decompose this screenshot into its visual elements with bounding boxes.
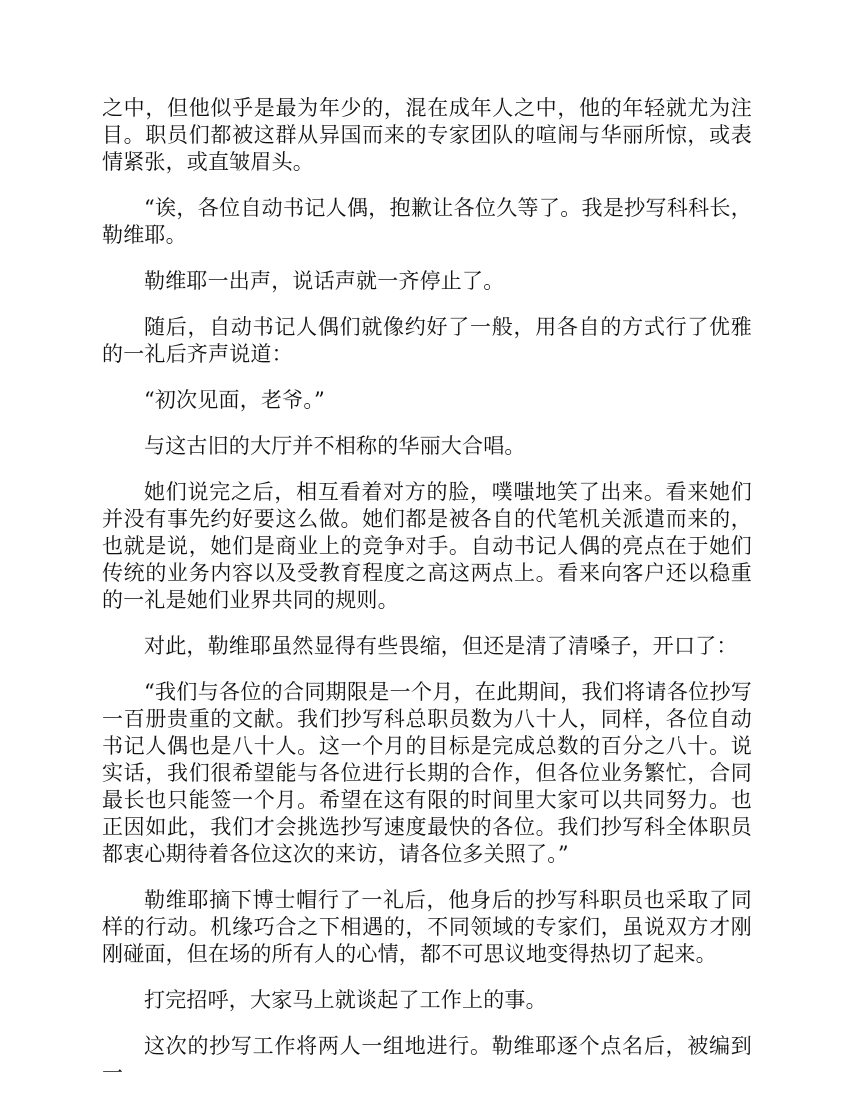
paragraph: 随后，自动书记人偶们就像约好了一般，用各自的方式行了优雅的一礼后齐声说道： bbox=[102, 315, 752, 366]
document-page bbox=[102, 95, 752, 1106]
paragraph: 她们说完之后，相互看着对方的脸，噗嗤地笑了出来。看来她们并没有事先约好要这么做。她们都是被各自的代笔机关派遣而来的，也就是说，她们是商业上的竞争对手。自动书记人偶的亮点在于她们传统的业务内容以及受教育程度之高这两点上。看来向客户还以稳重的一礼是她们业界共同的规则。 bbox=[102, 480, 752, 612]
paragraph: 勒维耶摘下博士帽行了一礼后，他身后的抄写科职员也采取了同样的行动。机缘巧合之下相遇的，不同领域的专家们，虽说双方才刚刚碰面，但在场的所有人的心情，都不可思议地变得热切了起来。 bbox=[102, 888, 752, 966]
paragraph: 这次的抄写工作将两人一组地进行。勒维耶逐个点名后，被编到一 bbox=[102, 1034, 752, 1085]
paragraph: 打完招呼，大家马上就谈起了工作上的事。 bbox=[144, 988, 547, 1012]
paragraph: “我们与各位的合同期限是一个月，在此期间，我们将请各位抄写一百册贵重的文献。我们抄写科总职员数为八十人，同样，各位自动书记人偶也是八十人。这一个月的目标是完成总数的百分之八十。说实话，我们很希望能与各位进行长期的合作，但各位业务繁忙，合同最长也只能签一个月。希望在这有限的时间里大家可以共同努力。也正因如此，我们才会挑选抄写速度最快的各位。我们抄写科全体职员都衷心期待着各位这次的来访，请各位多关照了。” bbox=[102, 680, 752, 866]
paragraph: 与这古旧的大厅并不相称的华丽大合唱。 bbox=[144, 434, 526, 458]
paragraph: 勒维耶一出声，说话声就一齐停止了。 bbox=[144, 269, 505, 293]
paragraph: 之中，但他似乎是最为年少的，混在成年人之中，他的年轻就尤为注目。职员们都被这群从异国而来的专家团队的喧闹与华丽所惊，或表情紧张，或直皱眉头。 bbox=[102, 96, 752, 174]
paragraph: “诶，各位自动书记人偶，抱歉让各位久等了。我是抄写科科长，勒维耶。 bbox=[102, 196, 752, 247]
paragraph: 对此，勒维耶虽然显得有些畏缩，但还是清了清嗓子，开口了： bbox=[144, 634, 738, 658]
paragraph: “初次见面，老爷。” bbox=[144, 388, 325, 412]
